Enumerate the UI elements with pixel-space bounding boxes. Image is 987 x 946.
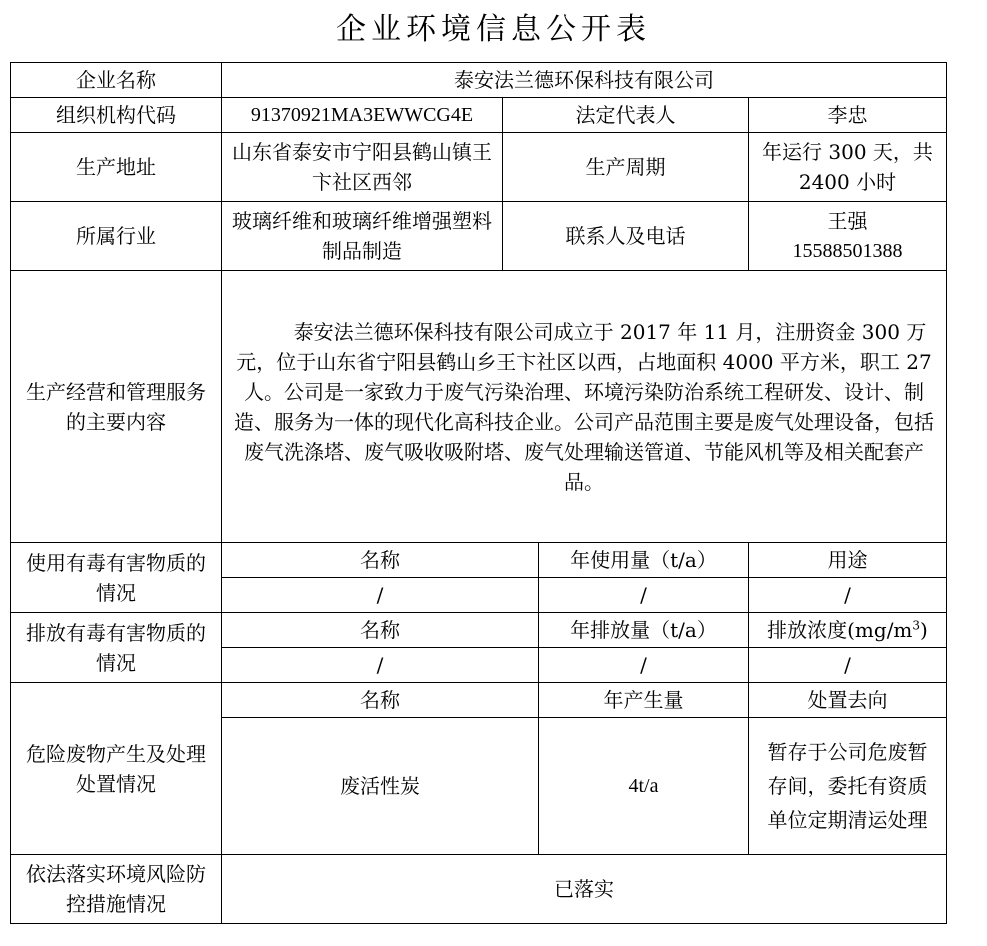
value-company-name: 泰安法兰德环保科技有限公司 bbox=[222, 63, 947, 98]
row-industry bbox=[11, 202, 947, 271]
label-toxic-emission: 排放有毒有害物质的情况 bbox=[11, 613, 222, 683]
toxic-use-header-purpose: 用途 bbox=[749, 543, 947, 578]
row-risk-measures bbox=[11, 855, 947, 924]
toxic-use-header-name: 名称 bbox=[222, 543, 539, 578]
label-org-code: 组织机构代码 bbox=[11, 98, 222, 133]
toxic-use-name: / bbox=[222, 578, 539, 613]
row-hazardous-waste-header bbox=[11, 683, 947, 718]
toxic-emission-header-amount: 年排放量（t/a） bbox=[539, 613, 749, 648]
row-toxic-emission-header bbox=[11, 613, 947, 648]
toxic-emission-amount: / bbox=[539, 648, 749, 683]
toxic-emission-concentration: / bbox=[749, 648, 947, 683]
value-main-business bbox=[222, 271, 947, 543]
concentration-unit-close: ) bbox=[920, 618, 928, 642]
label-contact: 联系人及电话 bbox=[503, 202, 749, 271]
row-main-business bbox=[11, 271, 947, 543]
toxic-emission-name: / bbox=[222, 648, 539, 683]
hazardous-waste-header-name: 名称 bbox=[222, 683, 539, 718]
value-legal-rep: 李忠 bbox=[749, 98, 947, 133]
hazardous-waste-disposal: 暂存于公司危废暂存间，委托有资质单位定期清运处理 bbox=[749, 718, 947, 855]
label-risk-measures: 依法落实环境风险防控措施情况 bbox=[11, 855, 222, 924]
row-company-name bbox=[11, 63, 947, 98]
label-main-business: 生产经营和管理服务的主要内容 bbox=[11, 271, 222, 543]
value-risk-measures: 已落实 bbox=[222, 855, 947, 924]
toxic-use-purpose: / bbox=[749, 578, 947, 613]
value-industry: 玻璃纤维和玻璃纤维增强塑料制品制造 bbox=[222, 202, 503, 271]
row-toxic-use-header bbox=[11, 543, 947, 578]
concentration-unit-main: 排放浓度(mg/m bbox=[767, 618, 913, 642]
page-title: 企业环境信息公开表 bbox=[336, 12, 651, 47]
label-company-name: 企业名称 bbox=[11, 63, 222, 98]
toxic-emission-header-concentration bbox=[749, 613, 947, 648]
label-production-cycle: 生产周期 bbox=[503, 133, 749, 202]
value-production-cycle: 年运行 300 天，共 2400 小时 bbox=[749, 133, 947, 202]
value-address: 山东省泰安市宁阳县鹤山镇王卞社区西邻 bbox=[222, 133, 503, 202]
toxic-use-header-amount: 年使用量（t/a） bbox=[539, 543, 749, 578]
row-org-code bbox=[11, 98, 947, 133]
toxic-emission-header-name: 名称 bbox=[222, 613, 539, 648]
value-contact bbox=[749, 202, 947, 271]
label-industry: 所属行业 bbox=[11, 202, 222, 271]
concentration-unit-sup: 3 bbox=[912, 618, 921, 633]
toxic-use-amount: / bbox=[539, 578, 749, 613]
label-hazardous-waste: 危险废物产生及处理处置情况 bbox=[11, 683, 222, 855]
row-address bbox=[11, 133, 947, 202]
main-business-text: 泰安法兰德环保科技有限公司成立于 2017 年 11 月，注册资金 300 万元，位于山东省宁阳县鹤山乡王卞社区以西，占地面积 4000 平方米，职工 27 人。公司是一家致力于废气污染治理、环境污染防治系统工程研发、设计、制造、服务为一体的现代化高科技企业。公司产品范围主要是废气处理设备，包括废气洗涤塔、废气吸收吸附塔、废气处理输送管道、节能风机等及相关配套产品。 bbox=[234, 319, 934, 494]
contact-name: 王强 bbox=[827, 209, 868, 233]
environment-info-table bbox=[10, 62, 947, 924]
hazardous-waste-name: 废活性炭 bbox=[222, 718, 539, 855]
label-toxic-use: 使用有毒有害物质的情况 bbox=[11, 543, 222, 613]
hazardous-waste-header-disposal: 处置去向 bbox=[749, 683, 947, 718]
label-legal-rep: 法定代表人 bbox=[503, 98, 749, 133]
hazardous-waste-amount: 4t/a bbox=[539, 718, 749, 855]
contact-phone: 15588501388 bbox=[792, 240, 903, 262]
label-address: 生产地址 bbox=[11, 133, 222, 202]
value-org-code: 91370921MA3EWWCG4E bbox=[222, 98, 503, 133]
hazardous-waste-header-amount: 年产生量 bbox=[539, 683, 749, 718]
